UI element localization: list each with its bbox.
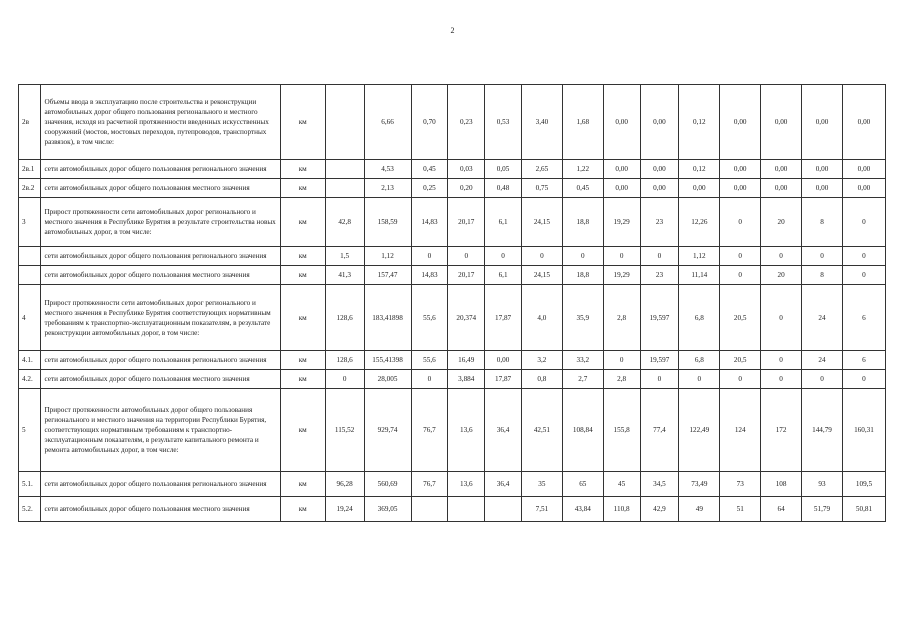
value-cell <box>325 179 364 198</box>
table-row <box>19 160 886 179</box>
value-cell: 0,00 <box>720 160 761 179</box>
row-number-cell: 2в.1 <box>19 160 41 179</box>
row-number-cell: 4 <box>19 285 41 351</box>
value-cell: 93 <box>802 472 843 497</box>
value-cell: 0 <box>603 351 640 370</box>
value-cell: 49 <box>679 497 720 522</box>
value-cell: 0 <box>842 247 885 266</box>
value-cell: 64 <box>761 497 802 522</box>
value-cell: 28,005 <box>364 370 411 389</box>
value-cell <box>325 160 364 179</box>
unit-cell: км <box>280 160 325 179</box>
value-cell: 0,00 <box>761 179 802 198</box>
value-cell: 160,31 <box>842 389 885 472</box>
value-cell: 0,00 <box>485 351 522 370</box>
row-description-cell: сети автомобильных дорог общего пользования регионального значения <box>41 351 280 370</box>
value-cell: 115,52 <box>325 389 364 472</box>
value-cell: 73,49 <box>679 472 720 497</box>
row-description-cell: сети автомобильных дорог общего пользования местного значения <box>41 370 280 389</box>
row-number-cell: 3 <box>19 198 41 247</box>
value-cell: 0 <box>640 247 679 266</box>
value-cell: 7,51 <box>521 497 562 522</box>
value-cell: 1,12 <box>364 247 411 266</box>
value-cell: 2,7 <box>562 370 603 389</box>
value-cell: 0,12 <box>679 160 720 179</box>
table-row <box>19 370 886 389</box>
value-cell: 0 <box>802 247 843 266</box>
value-cell: 4,53 <box>364 160 411 179</box>
value-cell: 13,6 <box>448 472 485 497</box>
value-cell: 0,00 <box>720 179 761 198</box>
value-cell: 3,40 <box>521 85 562 160</box>
value-cell: 2,65 <box>521 160 562 179</box>
value-cell: 128,6 <box>325 285 364 351</box>
value-cell: 51 <box>720 497 761 522</box>
row-description-cell: сети автомобильных дорог общего пользования регионального значения <box>41 472 280 497</box>
value-cell <box>325 85 364 160</box>
value-cell: 155,8 <box>603 389 640 472</box>
unit-cell: км <box>280 389 325 472</box>
table-row <box>19 85 886 160</box>
value-cell: 0 <box>562 247 603 266</box>
value-cell: 18,8 <box>562 198 603 247</box>
value-cell <box>448 497 485 522</box>
row-number-cell: 2в.2 <box>19 179 41 198</box>
value-cell: 19,597 <box>640 285 679 351</box>
value-cell: 0,05 <box>485 160 522 179</box>
value-cell: 23 <box>640 198 679 247</box>
value-cell: 0 <box>448 247 485 266</box>
table-row <box>19 389 886 472</box>
value-cell: 0 <box>761 285 802 351</box>
value-cell: 42,51 <box>521 389 562 472</box>
unit-cell: км <box>280 247 325 266</box>
value-cell: 6 <box>842 285 885 351</box>
value-cell: 2,13 <box>364 179 411 198</box>
value-cell: 3,884 <box>448 370 485 389</box>
row-description-cell: Прирост протяженности автомобильных дорог общего пользования регионального и местного значения на территории Республики Бурятия, соответствующих нормативным требованиям к транспортно-эксплуатационным показателям, в результате капитального ремонта и ремонта автомобильных дорог, в том числе: <box>41 389 280 472</box>
value-cell: 0 <box>720 247 761 266</box>
value-cell: 20,5 <box>720 285 761 351</box>
value-cell: 0,53 <box>485 85 522 160</box>
unit-cell: км <box>280 370 325 389</box>
value-cell: 55,6 <box>411 351 448 370</box>
table-row <box>19 351 886 370</box>
value-cell: 20,17 <box>448 198 485 247</box>
value-cell: 0 <box>411 247 448 266</box>
table-row <box>19 198 886 247</box>
value-cell: 8 <box>802 198 843 247</box>
value-cell: 158,59 <box>364 198 411 247</box>
value-cell: 109,5 <box>842 472 885 497</box>
value-cell: 77,4 <box>640 389 679 472</box>
value-cell: 0 <box>521 247 562 266</box>
value-cell: 0,45 <box>562 179 603 198</box>
row-number-cell <box>19 266 41 285</box>
value-cell: 0,00 <box>640 160 679 179</box>
value-cell: 0,20 <box>448 179 485 198</box>
unit-cell: км <box>280 497 325 522</box>
value-cell: 369,05 <box>364 497 411 522</box>
value-cell: 183,41898 <box>364 285 411 351</box>
value-cell <box>411 497 448 522</box>
table-row <box>19 285 886 351</box>
value-cell: 6,8 <box>679 285 720 351</box>
value-cell: 14,83 <box>411 198 448 247</box>
value-cell: 19,597 <box>640 351 679 370</box>
value-cell: 20 <box>761 266 802 285</box>
indicators-table <box>18 84 886 522</box>
value-cell: 42,9 <box>640 497 679 522</box>
value-cell: 17,87 <box>485 285 522 351</box>
row-number-cell: 5.1. <box>19 472 41 497</box>
table-row <box>19 497 886 522</box>
value-cell: 0,00 <box>720 85 761 160</box>
value-cell: 144,79 <box>802 389 843 472</box>
value-cell: 0 <box>761 370 802 389</box>
value-cell: 13,6 <box>448 389 485 472</box>
value-cell: 155,41398 <box>364 351 411 370</box>
value-cell: 0,00 <box>842 179 885 198</box>
unit-cell: км <box>280 266 325 285</box>
value-cell <box>485 497 522 522</box>
value-cell: 16,49 <box>448 351 485 370</box>
value-cell: 0 <box>640 370 679 389</box>
value-cell: 50,81 <box>842 497 885 522</box>
value-cell: 0,48 <box>485 179 522 198</box>
value-cell: 0,00 <box>802 179 843 198</box>
value-cell: 20,17 <box>448 266 485 285</box>
value-cell: 0 <box>761 247 802 266</box>
value-cell: 19,24 <box>325 497 364 522</box>
value-cell: 122,49 <box>679 389 720 472</box>
value-cell: 76,7 <box>411 472 448 497</box>
value-cell: 0 <box>842 266 885 285</box>
value-cell: 0,00 <box>603 160 640 179</box>
value-cell: 108 <box>761 472 802 497</box>
value-cell: 0,00 <box>640 85 679 160</box>
value-cell: 0,00 <box>842 160 885 179</box>
unit-cell: км <box>280 351 325 370</box>
value-cell: 76,7 <box>411 389 448 472</box>
value-cell: 36,4 <box>485 389 522 472</box>
row-number-cell: 5.2. <box>19 497 41 522</box>
value-cell: 0 <box>325 370 364 389</box>
table-row <box>19 266 886 285</box>
value-cell: 14,83 <box>411 266 448 285</box>
value-cell: 19,29 <box>603 198 640 247</box>
value-cell: 36,4 <box>485 472 522 497</box>
value-cell: 0,45 <box>411 160 448 179</box>
value-cell: 0 <box>720 198 761 247</box>
value-cell: 8 <box>802 266 843 285</box>
row-description-cell: Прирост протяженности сети автомобильных дорог регионального и местного значения в Республике Бурятия в результате строительства новых автомобильных дорог, в том числе: <box>41 198 280 247</box>
value-cell: 0,8 <box>521 370 562 389</box>
value-cell: 24 <box>802 285 843 351</box>
value-cell: 1,22 <box>562 160 603 179</box>
value-cell: 0 <box>842 198 885 247</box>
table-row <box>19 179 886 198</box>
table-row <box>19 472 886 497</box>
value-cell: 0,25 <box>411 179 448 198</box>
value-cell: 6,66 <box>364 85 411 160</box>
value-cell: 157,47 <box>364 266 411 285</box>
row-description-cell: сети автомобильных дорог общего пользования местного значения <box>41 266 280 285</box>
value-cell: 0,00 <box>802 160 843 179</box>
value-cell: 6 <box>842 351 885 370</box>
value-cell: 0,03 <box>448 160 485 179</box>
row-description-cell: сети автомобильных дорог общего пользования местного значения <box>41 179 280 198</box>
value-cell: 73 <box>720 472 761 497</box>
value-cell: 24 <box>802 351 843 370</box>
value-cell: 35 <box>521 472 562 497</box>
row-description-cell: сети автомобильных дорог общего пользования местного значения <box>41 497 280 522</box>
table-row <box>19 247 886 266</box>
unit-cell: км <box>280 472 325 497</box>
value-cell: 96,28 <box>325 472 364 497</box>
value-cell: 0,75 <box>521 179 562 198</box>
unit-cell: км <box>280 179 325 198</box>
value-cell: 0,00 <box>842 85 885 160</box>
row-number-cell: 5 <box>19 389 41 472</box>
value-cell: 45 <box>603 472 640 497</box>
value-cell: 0,00 <box>640 179 679 198</box>
value-cell: 43,84 <box>562 497 603 522</box>
unit-cell: км <box>280 85 325 160</box>
value-cell: 6,1 <box>485 266 522 285</box>
value-cell: 0 <box>679 370 720 389</box>
value-cell: 0 <box>485 247 522 266</box>
row-number-cell: 4.1. <box>19 351 41 370</box>
value-cell: 172 <box>761 389 802 472</box>
value-cell: 0 <box>720 266 761 285</box>
row-description-cell: сети автомобильных дорог общего пользования регионального значения <box>41 160 280 179</box>
row-number-cell: 2в <box>19 85 41 160</box>
row-number-cell: 4.2. <box>19 370 41 389</box>
value-cell: 20,5 <box>720 351 761 370</box>
value-cell: 33,2 <box>562 351 603 370</box>
value-cell: 560,69 <box>364 472 411 497</box>
value-cell: 0 <box>761 351 802 370</box>
value-cell: 6,8 <box>679 351 720 370</box>
row-description-cell: Прирост протяженности сети автомобильных дорог регионального и местного значения в Республике Бурятия соответствующих нормативным требованиям к транспортно-эксплуатационным показателям, в результате реконструкции автомобильных дорог, в том числе: <box>41 285 280 351</box>
value-cell: 0 <box>603 247 640 266</box>
value-cell: 12,26 <box>679 198 720 247</box>
value-cell: 1,5 <box>325 247 364 266</box>
value-cell: 0 <box>411 370 448 389</box>
unit-cell: км <box>280 198 325 247</box>
value-cell: 17,87 <box>485 370 522 389</box>
value-cell: 110,8 <box>603 497 640 522</box>
value-cell: 1,12 <box>679 247 720 266</box>
value-cell: 18,8 <box>562 266 603 285</box>
value-cell: 1,68 <box>562 85 603 160</box>
value-cell: 0,00 <box>603 179 640 198</box>
unit-cell: км <box>280 285 325 351</box>
value-cell: 2,8 <box>603 285 640 351</box>
value-cell: 929,74 <box>364 389 411 472</box>
value-cell: 0,70 <box>411 85 448 160</box>
value-cell: 128,6 <box>325 351 364 370</box>
page-number: 2 <box>450 26 455 35</box>
value-cell: 0,00 <box>802 85 843 160</box>
value-cell: 24,15 <box>521 198 562 247</box>
value-cell: 4,0 <box>521 285 562 351</box>
value-cell: 2,8 <box>603 370 640 389</box>
value-cell: 35,9 <box>562 285 603 351</box>
value-cell: 0,00 <box>761 85 802 160</box>
row-number-cell <box>19 247 41 266</box>
value-cell: 51,79 <box>802 497 843 522</box>
value-cell: 0 <box>842 370 885 389</box>
value-cell: 23 <box>640 266 679 285</box>
value-cell: 42,8 <box>325 198 364 247</box>
row-description-cell: сети автомобильных дорог общего пользования регионального значения <box>41 247 280 266</box>
value-cell: 124 <box>720 389 761 472</box>
value-cell: 19,29 <box>603 266 640 285</box>
value-cell: 20,374 <box>448 285 485 351</box>
value-cell: 3,2 <box>521 351 562 370</box>
value-cell: 20 <box>761 198 802 247</box>
row-description-cell: Объемы ввода в эксплуатацию после строительства и реконструкции автомобильных дорог общего пользования регионального и местного значения, исходя из расчетной протяженности введенных искусственных сооружений (мостов, мостовых переходов, путепроводов, транспортных развязок), в том числе: <box>41 85 280 160</box>
value-cell: 0 <box>802 370 843 389</box>
value-cell: 24,15 <box>521 266 562 285</box>
value-cell: 108,84 <box>562 389 603 472</box>
value-cell: 65 <box>562 472 603 497</box>
value-cell: 0,12 <box>679 85 720 160</box>
value-cell: 55,6 <box>411 285 448 351</box>
value-cell: 11,14 <box>679 266 720 285</box>
value-cell: 0 <box>720 370 761 389</box>
value-cell: 0,00 <box>679 179 720 198</box>
value-cell: 41,3 <box>325 266 364 285</box>
value-cell: 0,00 <box>761 160 802 179</box>
value-cell: 0,00 <box>603 85 640 160</box>
value-cell: 0,23 <box>448 85 485 160</box>
value-cell: 34,5 <box>640 472 679 497</box>
value-cell: 6,1 <box>485 198 522 247</box>
